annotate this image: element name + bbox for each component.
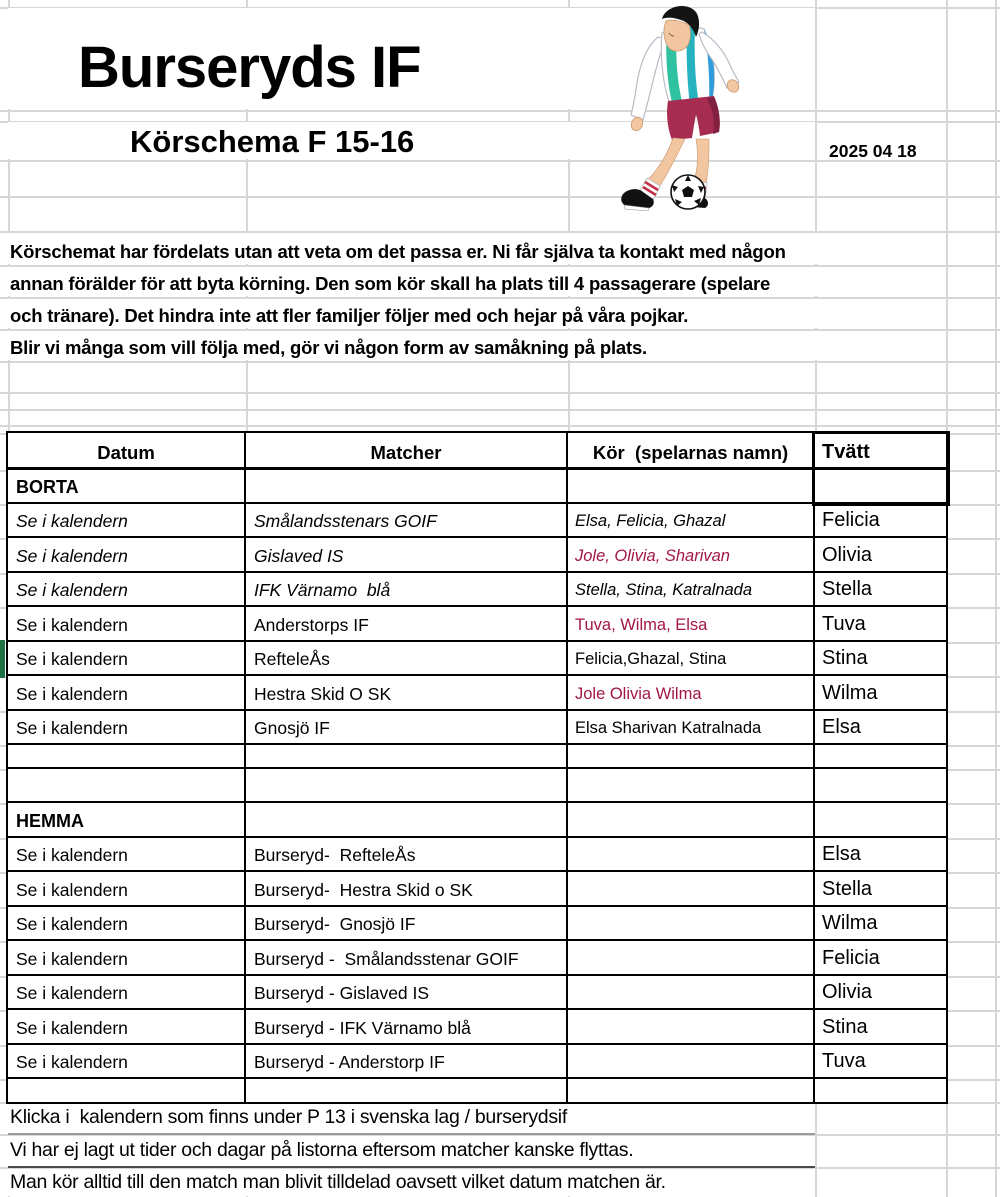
table-row xyxy=(8,872,946,907)
gridline xyxy=(8,1133,815,1135)
cell-datum[interactable]: Se i kalendern xyxy=(8,941,246,974)
cell-kor[interactable]: Jole Olivia Wilma xyxy=(568,676,815,709)
cell-matcher[interactable]: Smålandsstenars GOIF xyxy=(246,504,568,536)
cell-tvatt[interactable]: Olivia xyxy=(822,981,873,1003)
gridline xyxy=(8,1166,815,1168)
cell-empty[interactable] xyxy=(568,1079,815,1102)
table-row xyxy=(8,573,946,607)
cell-datum[interactable]: Se i kalendern xyxy=(8,1010,246,1043)
cell-empty[interactable] xyxy=(8,745,246,767)
gridline xyxy=(815,1102,817,1197)
cell-kor[interactable] xyxy=(568,941,815,974)
section-label-hemma[interactable]: HEMMA xyxy=(8,803,246,836)
cell-kor[interactable]: Stella, Stina, Katralnada xyxy=(568,573,815,605)
section-row-borta xyxy=(8,470,946,504)
soccer-ball-icon xyxy=(671,175,705,209)
page-subtitle[interactable]: Körschema F 15-16 xyxy=(130,124,415,159)
cell-kor[interactable] xyxy=(568,838,815,870)
table-row xyxy=(8,1010,946,1045)
gridline xyxy=(815,0,817,433)
cell-matcher[interactable]: Anderstorps IF xyxy=(246,607,568,640)
table-header-matcher[interactable]: Matcher xyxy=(246,433,568,467)
table-header-kor[interactable]: Kör (spelarnas namn) xyxy=(568,433,815,467)
cell-datum[interactable]: Se i kalendern xyxy=(8,504,246,536)
cell-kor[interactable] xyxy=(568,907,815,939)
table-header-row xyxy=(8,433,946,470)
cell-kor[interactable]: Tuva, Wilma, Elsa xyxy=(568,607,815,640)
cell-empty[interactable] xyxy=(246,769,568,801)
table-header-tvatt[interactable]: Tvätt xyxy=(822,441,870,463)
player-face xyxy=(664,20,690,51)
footer-note[interactable]: Vi har ej lagt ut tider och dagar på listorna eftersom matcher kanske flyttas. xyxy=(10,1139,634,1161)
cell-kor[interactable]: Elsa, Felicia, Ghazal xyxy=(568,504,815,536)
cell-datum[interactable]: Se i kalendern xyxy=(8,607,246,640)
table-row xyxy=(8,676,946,711)
empty-row xyxy=(8,1079,946,1102)
gridline xyxy=(0,196,1000,198)
table-row xyxy=(8,711,946,745)
table-row xyxy=(8,538,946,573)
cell-matcher[interactable]: Burseryd- RefteleÅs xyxy=(246,838,568,870)
cell-matcher[interactable]: Burseryd - Smålandsstenar GOIF xyxy=(246,941,568,974)
cell-matcher[interactable]: Gnosjö IF xyxy=(246,711,568,743)
cell-datum[interactable]: Se i kalendern xyxy=(8,642,246,674)
cell-matcher[interactable]: Burseryd- Hestra Skid o SK xyxy=(246,872,568,905)
cell-empty[interactable] xyxy=(815,1079,946,1102)
cell-tvatt[interactable]: Olivia xyxy=(822,544,873,566)
cell-datum[interactable]: Se i kalendern xyxy=(8,538,246,571)
gridline xyxy=(0,110,1000,112)
cell-tvatt[interactable]: Stina xyxy=(822,647,868,669)
table-row xyxy=(8,607,946,642)
cell-tvatt[interactable]: Wilma xyxy=(822,912,878,934)
intro-line[interactable]: och tränare). Det hindra inte att fler familjer följer med och hejar på våra pojkar. xyxy=(10,305,689,326)
cell-datum[interactable]: Se i kalendern xyxy=(8,976,246,1008)
cell-kor[interactable]: Felicia,Ghazal, Stina xyxy=(568,642,815,674)
table-row xyxy=(8,504,946,538)
date-label[interactable]: 2025 04 18 xyxy=(829,141,917,161)
gridline xyxy=(0,425,1000,427)
cell-matcher[interactable]: Hestra Skid O SK xyxy=(246,676,568,709)
soccer-player-image xyxy=(612,3,790,211)
table-row xyxy=(8,907,946,941)
table-row xyxy=(8,838,946,872)
cell-empty[interactable] xyxy=(568,745,815,767)
cell-tvatt[interactable]: Stella xyxy=(822,578,873,600)
cell-matcher[interactable]: Burseryd- Gnosjö IF xyxy=(246,907,568,939)
cell-datum[interactable]: Se i kalendern xyxy=(8,907,246,939)
table-row xyxy=(8,941,946,976)
cell-kor[interactable]: Jole, Olivia, Sharivan xyxy=(568,538,815,571)
cell-kor[interactable] xyxy=(568,976,815,1008)
page-title[interactable]: Burseryds IF xyxy=(78,35,421,100)
cell-tvatt[interactable]: Felicia xyxy=(822,947,880,969)
cell-empty[interactable] xyxy=(568,803,815,836)
cell-matcher[interactable]: Gislaved IS xyxy=(246,538,568,571)
cell-tvatt[interactable]: Wilma xyxy=(822,682,878,704)
cell-tvatt[interactable]: Elsa xyxy=(822,716,861,738)
table-row xyxy=(8,976,946,1010)
cell-empty[interactable] xyxy=(815,470,946,502)
table-header-datum[interactable]: Datum xyxy=(8,433,246,467)
cell-matcher[interactable]: RefteleÅs xyxy=(246,642,568,674)
cell-kor[interactable] xyxy=(568,1045,815,1077)
cell-kor[interactable] xyxy=(568,1010,815,1043)
section-label-borta[interactable]: BORTA xyxy=(8,470,246,502)
cell-matcher[interactable]: Burseryd - Anderstorp IF xyxy=(246,1045,568,1077)
gridline xyxy=(0,361,1000,363)
cell-empty[interactable] xyxy=(8,769,246,801)
cell-tvatt[interactable]: Tuva xyxy=(822,1050,866,1072)
selection-indicator xyxy=(0,640,5,678)
cell-tvatt[interactable]: Felicia xyxy=(822,509,880,531)
intro-line[interactable]: Blir vi många som vill följa med, gör vi någon form av samåkning på plats. xyxy=(10,337,647,358)
cell-kor[interactable] xyxy=(568,872,815,905)
cell-kor[interactable]: Elsa Sharivan Katralnada xyxy=(568,711,815,743)
cell-tvatt[interactable]: Tuva xyxy=(822,613,866,635)
footer-note[interactable]: Man kör alltid till den match man blivit tilldelad oavsett vilket datum matchen är. xyxy=(10,1171,666,1193)
cell-empty[interactable] xyxy=(815,769,946,801)
cell-tvatt[interactable]: Elsa xyxy=(822,843,861,865)
cell-empty[interactable] xyxy=(246,803,568,836)
table-row xyxy=(8,1045,946,1079)
empty-row xyxy=(8,769,946,803)
intro-line[interactable]: Körschemat har fördelats utan att veta om det passa er. Ni får själva ta kontakt med någon xyxy=(10,241,786,262)
cell-empty[interactable] xyxy=(246,745,568,767)
cell-tvatt[interactable]: Stina xyxy=(822,1016,868,1038)
table-row xyxy=(8,642,946,676)
intro-line[interactable]: annan förälder för att byta körning. Den som kör skall ha plats till 4 passagerare (spelare xyxy=(10,273,771,294)
cell-datum[interactable]: Se i kalendern xyxy=(8,838,246,870)
cell-empty[interactable] xyxy=(568,769,815,801)
footer-note[interactable]: Klicka i kalendern som finns under P 13 i svenska lag / burserydsif xyxy=(10,1106,567,1128)
empty-row xyxy=(8,745,946,769)
cell-empty[interactable] xyxy=(815,745,946,767)
cell-matcher[interactable]: Burseryd - Gislaved IS xyxy=(246,976,568,1008)
cell-datum[interactable]: Se i kalendern xyxy=(8,573,246,605)
cell-empty[interactable] xyxy=(568,470,815,502)
gridline xyxy=(0,409,1000,411)
cell-empty[interactable] xyxy=(815,803,946,836)
gridline xyxy=(0,392,1000,394)
cell-matcher[interactable]: Burseryd - IFK Värnamo blå xyxy=(246,1010,568,1043)
section-row-hemma xyxy=(8,803,946,838)
cell-empty[interactable] xyxy=(246,470,568,502)
cell-tvatt[interactable]: Stella xyxy=(822,878,873,900)
cell-datum[interactable]: Se i kalendern xyxy=(8,872,246,905)
cell-datum[interactable]: Se i kalendern xyxy=(8,676,246,709)
cell-empty[interactable] xyxy=(8,1079,246,1102)
cell-datum[interactable]: Se i kalendern xyxy=(8,1045,246,1077)
cell-datum[interactable]: Se i kalendern xyxy=(8,711,246,743)
cell-matcher[interactable]: IFK Värnamo blå xyxy=(246,573,568,605)
schedule-table xyxy=(6,431,948,1104)
gridline xyxy=(995,0,997,1197)
cell-empty[interactable] xyxy=(246,1079,568,1102)
